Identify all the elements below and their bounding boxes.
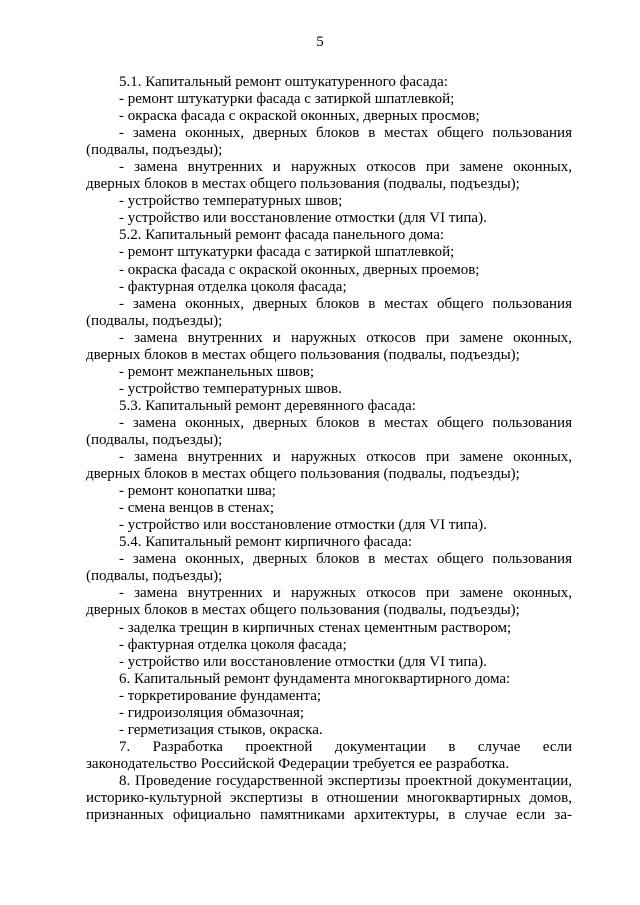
list-item: - ремонт конопатки шва;: [119, 483, 276, 500]
list-item: - гидроизоляция обмазочная;: [119, 704, 305, 721]
list-item: - окраска фасада с окраской оконных, дверных просмов;: [119, 108, 480, 125]
list-item: - замена внутренних и наружных откосов при замене оконных, дверных блоков в местах общего пользования (подвалы, подъезды);: [86, 159, 572, 193]
list-item: - окраска фасада с окраской оконных, дверных проемов;: [119, 261, 480, 278]
list-item: - устройство температурных швов.: [119, 380, 342, 397]
list-item: - ремонт штукатурки фасада с затиркой шпатлевкой;: [119, 244, 455, 261]
list-item: - замена оконных, дверных блоков в местах общего пользования (подвалы, подъезды);: [86, 551, 572, 585]
list-item: - замена оконных, дверных блоков в местах общего пользования (подвалы, подъезды);: [86, 414, 572, 448]
paragraph: 8. Проведение государственной экспертизы проектной документации, историко-культурной экспертизы в отношении многоквартирных домов, признанных официально памятниками архитектуры, в случае если за-: [86, 772, 572, 824]
list-item: - фактурная отделка цоколя фасада;: [119, 636, 347, 653]
paragraph: 5.2. Капитальный ремонт фасада панельного дома:: [119, 227, 445, 244]
list-item: - устройство температурных швов;: [119, 193, 343, 210]
list-item: - ремонт межпанельных швов;: [119, 363, 315, 380]
page-number: 5: [316, 34, 324, 50]
list-item: - ремонт штукатурки фасада с затиркой шпатлевкой;: [119, 91, 455, 108]
list-item: - замена внутренних и наружных откосов при замене оконных, дверных блоков в местах общего пользования (подвалы, подъезды);: [86, 329, 572, 363]
document-body: [86, 74, 572, 824]
list-item: - замена внутренних и наружных откосов при замене оконных, дверных блоков в местах общего пользования (подвалы, подъезды);: [86, 585, 572, 619]
list-item: - фактурная отделка цоколя фасада;: [119, 278, 347, 295]
paragraph: 5.1. Капитальный ремонт оштукатуренного фасада:: [119, 74, 448, 90]
list-item: - устройство или восстановление отмостки (для VI типа).: [119, 653, 487, 670]
list-item: - замена внутренних и наружных откосов при замене оконных, дверных блоков в местах общего пользования (подвалы, подъезды);: [86, 449, 572, 483]
list-item: - торкретирование фундамента;: [119, 687, 322, 704]
list-item: - смена венцов в стенах;: [119, 500, 275, 517]
paragraph: 5.3. Капитальный ремонт деревянного фасада:: [119, 397, 416, 414]
list-item: - замена оконных, дверных блоков в местах общего пользования (подвалы, подъезды);: [86, 125, 572, 159]
paragraph: 6. Капитальный ремонт фундамента многоквартирного дома:: [119, 670, 511, 687]
list-item: - устройство или восстановление отмостки (для VI типа).: [119, 517, 487, 534]
list-item: - устройство или восстановление отмостки (для VI типа).: [119, 210, 487, 227]
list-item: - герметизация стыков, окраска.: [119, 721, 323, 738]
list-item: - замена оконных, дверных блоков в местах общего пользования (подвалы, подъезды);: [86, 295, 572, 329]
paragraph: 5.4. Капитальный ремонт кирпичного фасада:: [119, 534, 413, 551]
list-item: - заделка трещин в кирпичных стенах цементным раствором;: [119, 619, 512, 636]
paragraph: 7. Разработка проектной документации в случае если законодательство Российской Федерации требуется ее разработка.: [86, 738, 572, 772]
